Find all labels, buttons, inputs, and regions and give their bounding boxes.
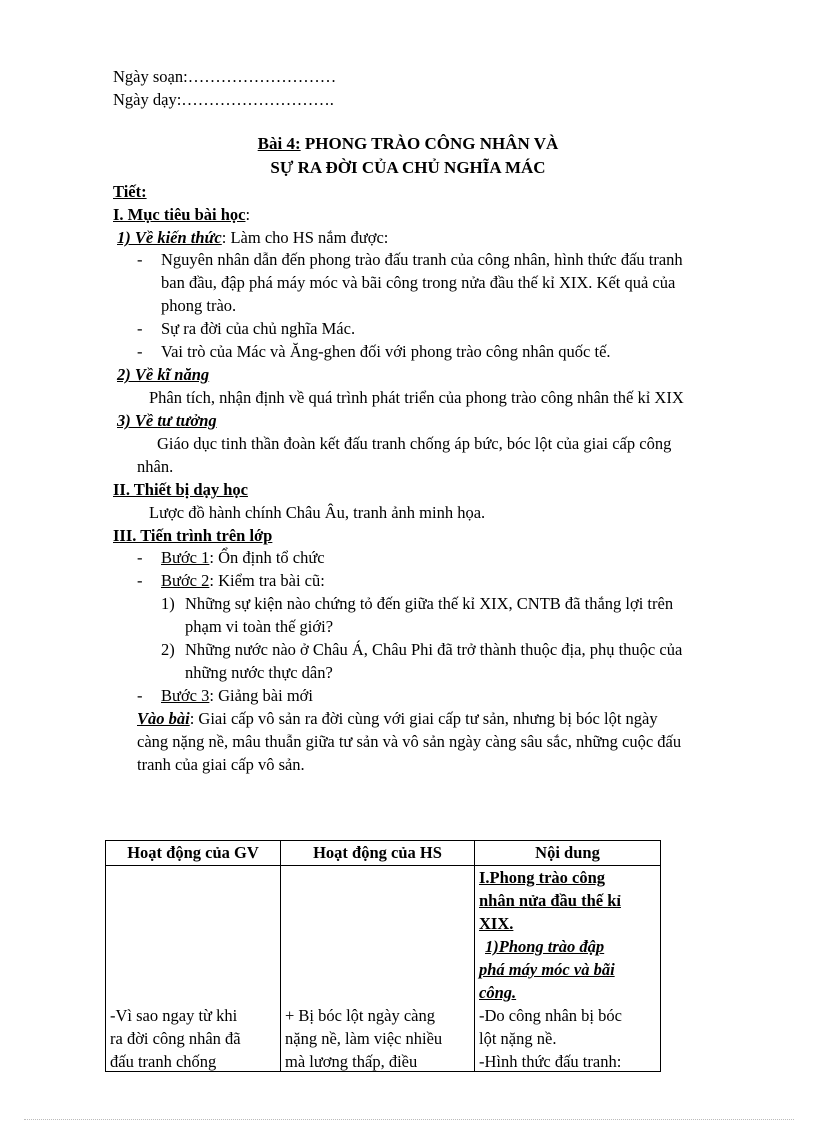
question-1-line-1: Những sự kiện nào chứng tỏ đến giữa thế kỉ XIX, CNTB đã thắng lợi trên bbox=[185, 594, 674, 613]
kien-thuc-item-3: Vai trò của Mác và Ăng-ghen đối với phong trào công nhân quốc tế. bbox=[161, 342, 611, 361]
table-header-row bbox=[106, 841, 661, 866]
hs-cell bbox=[281, 866, 475, 1072]
kien-thuc-item-1-line-2: ban đầu, đập phá máy móc và bãi công trong nửa đầu thế kỉ XIX. Kết quả của bbox=[161, 273, 676, 292]
bullet-dash: - bbox=[137, 319, 143, 338]
content-heading: I.Phong trào công bbox=[479, 868, 606, 887]
column-header-hs: Hoạt động của HS bbox=[281, 841, 475, 866]
tu-tuong-label: 3) Về tư tưởng bbox=[117, 411, 217, 430]
noi-dung-cell bbox=[475, 866, 661, 1072]
tiet-label: Tiết: bbox=[113, 182, 147, 201]
kien-thuc-row: 1) Về kiến thức: Làm cho HS nắm được: bbox=[117, 228, 389, 247]
gv-line: đấu tranh chống bbox=[110, 1052, 217, 1071]
lesson-title-line1: Bài 4: PHONG TRÀO CÔNG NHÂN VÀ bbox=[257, 134, 559, 153]
ngay-soan: Ngày soạn:……………………… bbox=[113, 67, 337, 86]
content-subheading: công. bbox=[479, 983, 517, 1002]
buoc-1: Bước 1: Ổn định tổ chức bbox=[161, 548, 325, 567]
content-line: lột nặng nề. bbox=[479, 1029, 557, 1048]
bullet-dash: - bbox=[137, 571, 143, 590]
buoc-3: Bước 3: Giảng bài mới bbox=[161, 686, 313, 705]
question-1-line-2: phạm vi toàn thế giới? bbox=[185, 617, 334, 636]
content-line: -Hình thức đấu tranh: bbox=[479, 1052, 622, 1071]
vao-bai-line-2: càng nặng nề, mâu thuẫn giữa tư sản và vô sản ngày càng sâu sắc, những cuộc đấu bbox=[137, 732, 682, 751]
question-2-line-2: những nước thực dân? bbox=[185, 663, 333, 682]
table-row bbox=[106, 866, 661, 1072]
ki-nang-text: Phân tích, nhận định về quá trình phát triển của phong trào công nhân thế kỉ XIX bbox=[149, 388, 684, 407]
gv-line: -Vì sao ngay từ khi bbox=[110, 1006, 238, 1025]
kien-thuc-item-2: Sự ra đời của chủ nghĩa Mác. bbox=[161, 319, 356, 338]
content-heading: XIX. bbox=[479, 914, 514, 933]
activity-table bbox=[105, 840, 661, 1072]
column-header-gv: Hoạt động của GV bbox=[106, 841, 281, 866]
bullet-dash: - bbox=[137, 342, 143, 361]
section-1-heading: I. Mục tiêu bài học: bbox=[113, 205, 251, 224]
gv-line: ra đời công nhân đã bbox=[110, 1029, 241, 1048]
section-2-heading: II. Thiết bị dạy học bbox=[113, 480, 248, 499]
column-header-noi-dung: Nội dung bbox=[475, 841, 661, 866]
content-subheading: 1)Phong trào đập bbox=[485, 937, 605, 956]
section-3-heading: III. Tiến trình trên lớp bbox=[113, 526, 273, 545]
kien-thuc-item-1-line-1: Nguyên nhân dẫn đến phong trào đấu tranh của công nhân, hình thức đấu tranh bbox=[161, 250, 683, 269]
bullet-dash: - bbox=[137, 686, 143, 705]
bullet-dash: - bbox=[137, 250, 143, 269]
hs-line: + Bị bóc lột ngày càng bbox=[285, 1006, 435, 1025]
page-bottom-divider bbox=[24, 1119, 794, 1120]
bullet-dash: - bbox=[137, 548, 143, 567]
buoc-2: Bước 2: Kiểm tra bài cũ: bbox=[161, 571, 325, 590]
tu-tuong-text-2: nhân. bbox=[137, 457, 174, 476]
content-heading: nhân nửa đầu thế kỉ bbox=[479, 891, 621, 910]
lesson-title-line2: SỰ RA ĐỜI CỦA CHỦ NGHĨA MÁC bbox=[270, 158, 546, 177]
ngay-day: Ngày dạy:………………………. bbox=[113, 90, 334, 109]
question-2-number: 2) bbox=[161, 640, 175, 659]
hs-line: mà lương thấp, điều bbox=[285, 1052, 418, 1071]
section-2-text: Lược đồ hành chính Châu Âu, tranh ảnh minh họa. bbox=[149, 503, 486, 522]
ki-nang-label: 2) Về kĩ năng bbox=[117, 365, 210, 384]
content-subheading: phá máy móc và bãi bbox=[479, 960, 615, 979]
content-line: -Do công nhân bị bóc bbox=[479, 1006, 622, 1025]
vao-bai-line-3: tranh của giai cấp vô sản. bbox=[137, 755, 305, 774]
question-1-number: 1) bbox=[161, 594, 175, 613]
hs-line: nặng nề, làm việc nhiều bbox=[285, 1029, 443, 1048]
tu-tuong-text-1: Giáo dục tinh thần đoàn kết đấu tranh chống áp bức, bóc lột của giai cấp công bbox=[157, 434, 672, 453]
vao-bai-line-1: Vào bài: Giai cấp vô sản ra đời cùng với giai cấp tư sản, nhưng bị bóc lột ngày bbox=[137, 709, 658, 728]
kien-thuc-item-1-line-3: phong trào. bbox=[161, 296, 237, 315]
question-2-line-1: Những nước nào ở Châu Á, Châu Phi đã trở thành thuộc địa, phụ thuộc của bbox=[185, 640, 683, 659]
gv-cell bbox=[106, 866, 281, 1072]
